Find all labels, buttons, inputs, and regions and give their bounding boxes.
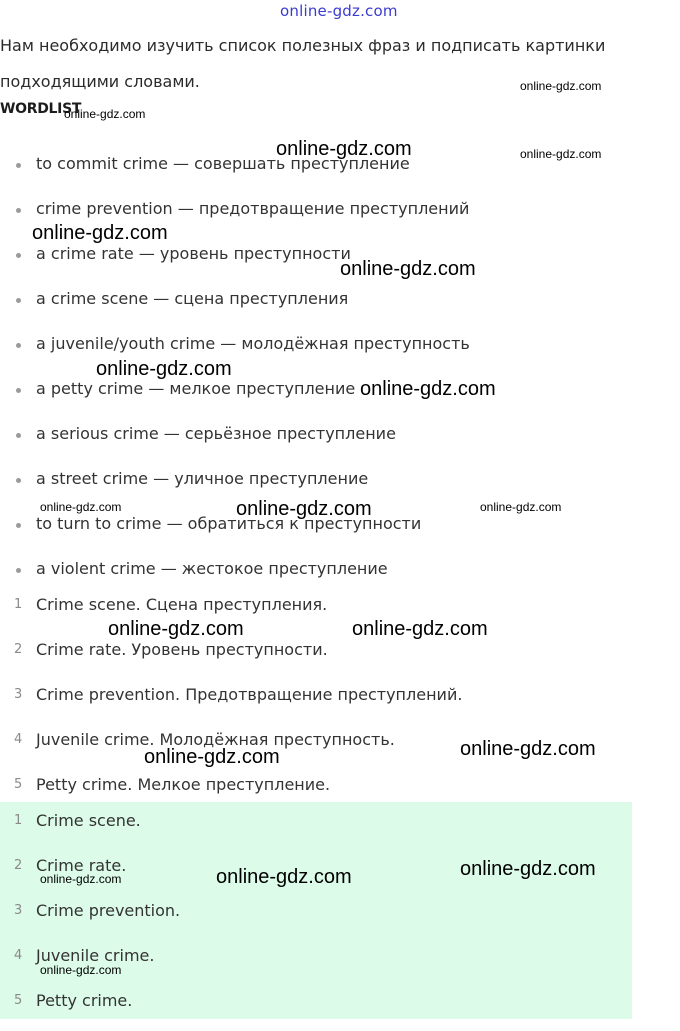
- answer-item: [0, 986, 632, 1031]
- caption-number: 4: [14, 732, 23, 747]
- answer-text: Crime prevention.: [36, 901, 181, 920]
- caption-text: Crime rate. Уровень преступности.: [36, 640, 328, 659]
- answer-number: 3: [14, 903, 23, 918]
- list-item-text: to turn to crime — обратиться к преступности: [36, 514, 422, 533]
- answer-item: [0, 896, 632, 941]
- caption-text: Crime prevention. Предотвращение преступлений.: [36, 685, 463, 704]
- list-item: [0, 416, 680, 461]
- list-item-text: crime prevention — предотвращение преступлений: [36, 199, 470, 218]
- list-item-text: a crime scene — сцена преступления: [36, 289, 349, 308]
- answer-text: Juvenile crime.: [36, 946, 155, 965]
- bullet-icon: [16, 343, 21, 348]
- caption-number: 2: [14, 642, 23, 657]
- answer-number: 2: [14, 858, 23, 873]
- list-item: [0, 281, 680, 326]
- list-item-text: a crime rate — уровень преступности: [36, 244, 351, 263]
- watermark: online-gdz.com: [40, 872, 122, 886]
- bullet-icon: [16, 568, 21, 573]
- top-watermark: online-gdz.com: [280, 2, 398, 20]
- watermark: online-gdz.com: [520, 79, 602, 93]
- intro-text: Нам необходимо изучить список полезных фраз и подписать картинки подходящими словами.: [0, 36, 606, 91]
- watermark: online-gdz.com: [144, 746, 280, 768]
- list-item-text: a serious crime — серьёзное преступление: [36, 424, 396, 443]
- answer-number: 1: [14, 813, 23, 828]
- caption-item: [0, 680, 680, 725]
- list-item-text: a violent crime — жестокое преступление: [36, 559, 388, 578]
- bullet-icon: [16, 208, 21, 213]
- watermark: online-gdz.com: [276, 138, 412, 160]
- watermark: online-gdz.com: [352, 618, 488, 640]
- answer-list: [0, 806, 632, 1031]
- caption-item: [0, 590, 680, 635]
- bullet-icon: [16, 388, 21, 393]
- watermark: online-gdz.com: [340, 258, 476, 280]
- watermark: online-gdz.com: [108, 618, 244, 640]
- watermark: online-gdz.com: [96, 358, 232, 380]
- watermark: online-gdz.com: [32, 222, 168, 244]
- bullet-icon: [16, 433, 21, 438]
- caption-number: 3: [14, 687, 23, 702]
- answer-text: Crime rate.: [36, 856, 127, 875]
- caption-list: [0, 590, 680, 815]
- caption-text: Juvenile crime. Молодёжная преступность.: [36, 730, 395, 749]
- bullet-icon: [16, 478, 21, 483]
- watermark: online-gdz.com: [520, 147, 602, 161]
- watermark: online-gdz.com: [460, 858, 596, 880]
- caption-item: [0, 635, 680, 680]
- watermark: online-gdz.com: [216, 866, 352, 888]
- bullet-icon: [16, 253, 21, 258]
- bullet-icon: [16, 298, 21, 303]
- list-item-text: a street crime — уличное преступление: [36, 469, 369, 488]
- answer-number: 5: [14, 993, 23, 1008]
- watermark: online-gdz.com: [236, 498, 372, 520]
- caption-number: 1: [14, 597, 23, 612]
- list-item-text: to commit crime — совершать преступление: [36, 154, 410, 173]
- watermark: online-gdz.com: [360, 378, 496, 400]
- bullet-icon: [16, 523, 21, 528]
- watermark: online-gdz.com: [460, 738, 596, 760]
- watermark: online-gdz.com: [64, 107, 146, 121]
- bullet-icon: [16, 163, 21, 168]
- watermark: online-gdz.com: [480, 500, 562, 514]
- answer-item: [0, 806, 632, 851]
- caption-text: Petty crime. Мелкое преступление.: [36, 775, 331, 794]
- list-item-text: a petty crime — мелкое преступление: [36, 379, 356, 398]
- caption-text: Crime scene. Сцена преступления.: [36, 595, 328, 614]
- answer-text: Crime scene.: [36, 811, 141, 830]
- list-item-text: a juvenile/youth crime — молодёжная преступность: [36, 334, 470, 353]
- caption-number: 5: [14, 777, 23, 792]
- answer-text: Petty crime.: [36, 991, 133, 1010]
- wordlist-title: WORDLIST: [0, 101, 82, 117]
- watermark: online-gdz.com: [40, 963, 122, 977]
- answer-number: 4: [14, 948, 23, 963]
- watermark: online-gdz.com: [40, 500, 122, 514]
